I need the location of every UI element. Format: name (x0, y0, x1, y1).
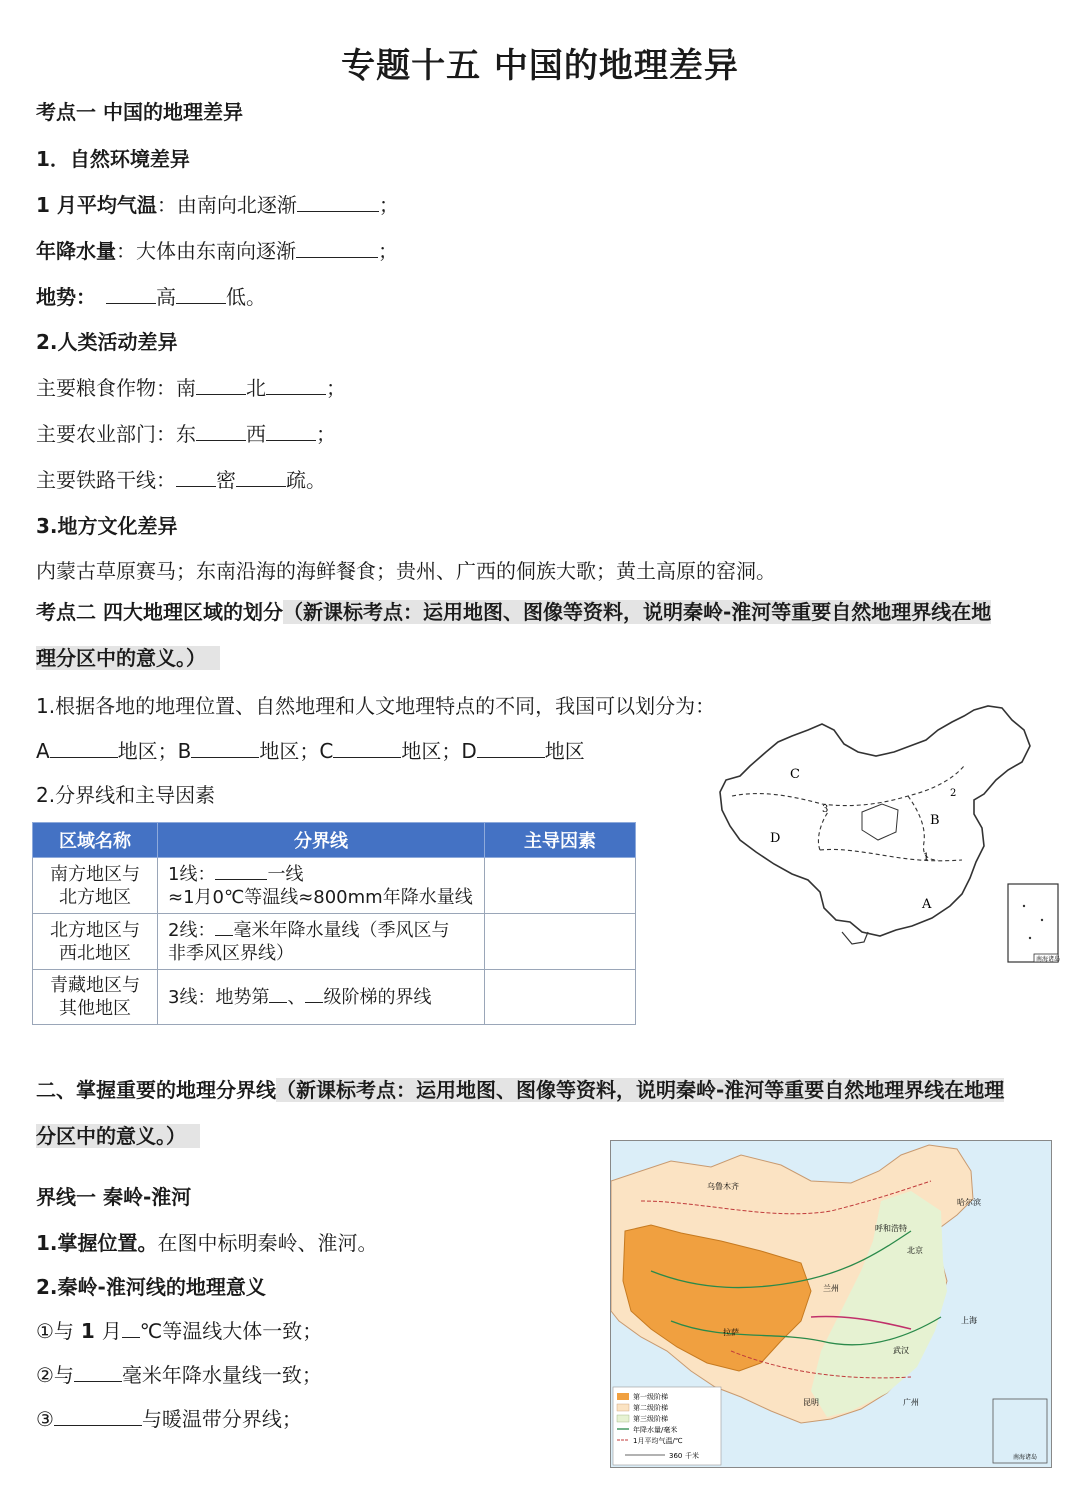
boundary-text: ≈1月0℃等温线≈800mm年降水量线 (168, 887, 473, 908)
city-guangzhou: 广州 (903, 1398, 919, 1407)
factor-cell[interactable] (485, 914, 636, 970)
blank[interactable] (297, 191, 379, 212)
terrain-line (36, 281, 266, 310)
blank[interactable] (176, 283, 226, 304)
legend-tier1: 第一级阶梯 (633, 1393, 668, 1401)
table-row (33, 914, 636, 970)
q2-text: ②与 (36, 1363, 74, 1387)
city-urumqi: 乌鲁木齐 (707, 1182, 739, 1191)
semicolon: ； (326, 376, 346, 400)
rain-line (36, 235, 398, 264)
natural-env-heading: 1．自然环境差异 (36, 147, 190, 171)
map-label-2: 2 (950, 788, 957, 799)
blank[interactable] (305, 985, 323, 1003)
region-b: 地区；B (117, 739, 192, 763)
region-name: 北方地区与 (50, 919, 140, 941)
rail-line (36, 464, 326, 493)
q3-text: ③ (36, 1407, 54, 1431)
significance-heading: 2.秦岭-淮河线的地理意义 (36, 1275, 266, 1299)
significance-3 (36, 1403, 302, 1432)
section2-heading-line (36, 596, 991, 628)
terrain-high: 高 (156, 285, 176, 309)
region-a: A (36, 739, 50, 763)
section2-heading: 考点二 四大地理区域的划分 (36, 600, 283, 624)
blank[interactable] (196, 420, 246, 441)
blank[interactable] (215, 862, 267, 880)
boundary-text: 一线 (267, 864, 304, 885)
temp-line (36, 189, 399, 218)
region-end: 地区 (544, 739, 585, 763)
table-row (33, 858, 636, 914)
island-dot (1023, 905, 1025, 907)
map-label-d: D (770, 831, 781, 846)
region-blanks (36, 735, 585, 764)
blank[interactable] (196, 374, 246, 395)
boundary-text: 级阶梯的界线 (323, 987, 432, 1008)
boundary-line-1 (820, 849, 962, 860)
city-lhasa: 拉萨 (723, 1328, 739, 1337)
blank[interactable] (122, 1317, 140, 1338)
culture-heading: 3.地方文化差异 (36, 514, 178, 538)
blank[interactable] (296, 237, 378, 258)
agri-text: 主要农业部门：东 (36, 422, 196, 446)
blank[interactable] (106, 283, 156, 304)
city-wuhan: 武汉 (893, 1346, 909, 1355)
boundary-one-heading: 界线一 秦岭-淮河 (36, 1185, 192, 1209)
region-cell (33, 970, 158, 1025)
legend-swatch-tier3 (617, 1415, 629, 1422)
table-row (33, 970, 636, 1025)
significance-2 (36, 1359, 322, 1388)
boundary-text: 3线：地势第 (168, 987, 270, 1008)
china-terrain-map (610, 1140, 1052, 1468)
boundary-line-3 (732, 766, 964, 806)
legend-swatch-tier2 (617, 1404, 629, 1411)
region-name: 其他地区 (59, 998, 131, 1019)
china-regions-map (712, 700, 1062, 968)
region-name: 南方地区与 (50, 863, 140, 885)
position-line (36, 1227, 378, 1256)
blank[interactable] (215, 918, 233, 936)
factor-cell[interactable] (485, 858, 636, 914)
significance-1 (36, 1315, 322, 1344)
region-c: 地区；C (259, 739, 334, 763)
china-outline (720, 706, 1030, 936)
crop-north: 北 (246, 376, 266, 400)
blank[interactable] (54, 1405, 142, 1426)
section1-heading: 考点一 中国的地理差异 (36, 100, 243, 124)
position-label: 1.掌握位置。 (36, 1231, 158, 1255)
crop-text: 主要粮食作物：南 (36, 376, 196, 400)
rail-text: 主要铁路干线： (36, 468, 176, 492)
legend-temp: 1月平均气温/℃ (633, 1437, 683, 1445)
regions-table (32, 822, 636, 1025)
rain-label: 年降水量 (36, 239, 116, 263)
header-factor: 主导因素 (485, 823, 636, 858)
blank[interactable] (50, 737, 118, 758)
legend-tier3: 第三级阶梯 (633, 1415, 668, 1423)
terrain-low: 低。 (226, 285, 266, 309)
region-name: 西北地区 (59, 942, 131, 964)
boundary-line-2 (908, 796, 938, 860)
temp-label: 1 月平均气温 (36, 193, 157, 217)
temp-text: ：由南向北逐渐 (156, 193, 297, 217)
section2-note-2: 理分区中的意义。） (36, 646, 220, 670)
region-cell (33, 914, 158, 970)
region-name: 北方地区 (59, 886, 131, 908)
section2-note-cont (36, 642, 220, 674)
blank[interactable] (333, 737, 401, 758)
boundary-text: 、 (287, 987, 306, 1008)
region-d: 地区；D (401, 739, 477, 763)
q1-text: ℃等温线大体一致； (139, 1319, 323, 1343)
blank[interactable] (236, 466, 286, 487)
city-beijing: 北京 (907, 1246, 923, 1255)
q1-text: 月 (101, 1319, 122, 1343)
region-cell (33, 858, 158, 914)
legend-precip: 年降水量/毫米 (633, 1426, 678, 1434)
scale-unit: 千米 (685, 1452, 699, 1460)
culture-text: 内蒙古草原赛马；东南沿海的海鲜餐食；贵州、广西的侗族大歌；黄土高原的窑洞。 (36, 559, 776, 583)
rail-sparse: 疏。 (286, 468, 326, 492)
boundary-text: 毫米年降水量线（季风区与 (233, 920, 450, 941)
blank[interactable] (74, 1361, 122, 1382)
agri-line (36, 418, 336, 447)
region-name: 青藏地区与 (50, 975, 140, 996)
map-label-b: B (930, 813, 940, 828)
division-intro: 1.根据各地的地理位置、自然地理和人文地理特点的不同，我国可以划分为： (36, 694, 716, 718)
semicolon: ； (378, 193, 399, 217)
boundary-text: 非季风区界线） (168, 943, 294, 964)
table-header-row (33, 823, 636, 858)
section3-heading: 二、掌握重要的地理分界线 (36, 1078, 276, 1102)
section3-heading-line (36, 1074, 1004, 1106)
header-boundary: 分界线 (158, 823, 485, 858)
section3-note-2: 分区中的意义。） (36, 1124, 200, 1148)
city-lanzhou: 兰州 (823, 1284, 839, 1293)
boundary-cell (158, 858, 485, 914)
q3-text: 与暖温带分界线； (141, 1407, 302, 1431)
boundary-line-plateau (818, 812, 828, 850)
legend-swatch-tier1 (617, 1393, 629, 1400)
boundary-cell (158, 970, 485, 1025)
blank[interactable] (269, 985, 287, 1003)
crop-line (36, 372, 346, 401)
section2-note: （新课标考点：运用地图、图像等资料，说明秦岭-淮河等重要自然地理界线在地 (282, 600, 992, 624)
boundary-text: 2线： (168, 920, 216, 941)
loess-plateau-outline (862, 804, 898, 840)
semicolon: ； (378, 239, 398, 263)
boundary-cell (158, 914, 485, 970)
boundary-text: 1线： (168, 864, 216, 885)
blank[interactable] (191, 737, 259, 758)
blank[interactable] (266, 420, 316, 441)
q2-text: 毫米年降水量线一致； (121, 1363, 322, 1387)
blank[interactable] (266, 374, 326, 395)
scale-value: 360 (669, 1452, 683, 1460)
city-kunming: 昆明 (803, 1398, 819, 1407)
hainan-outline (842, 932, 868, 944)
section3-note: （新课标考点：运用地图、图像等资料，说明秦岭-淮河等重要自然地理界线在地理 (276, 1078, 1005, 1102)
q1-num: 1 (73, 1319, 102, 1343)
blank[interactable] (477, 737, 545, 758)
city-harbin: 哈尔滨 (957, 1198, 981, 1207)
city-shanghai: 上海 (961, 1316, 977, 1325)
inset-label: 南海诸岛 (1013, 1454, 1038, 1461)
south-sea-inset (1008, 884, 1061, 963)
boundary-factors-heading: 2.分界线和主导因素 (36, 783, 216, 807)
section3-note-cont (36, 1120, 200, 1152)
inset-label: 南海诸岛 (1036, 956, 1061, 963)
factor-cell[interactable] (485, 970, 636, 1025)
island-dot (1029, 937, 1031, 939)
island-dot (1041, 919, 1043, 921)
human-activity-heading: 2.人类活动差异 (36, 330, 178, 354)
map-label-a: A (922, 897, 932, 912)
terrain-label: 地势 (36, 285, 76, 309)
map-label-c: C (790, 767, 800, 782)
header-region: 区域名称 (33, 823, 158, 858)
blank[interactable] (176, 466, 216, 487)
q1-text: ①与 (36, 1319, 74, 1343)
city-hohhot: 呼和浩特 (875, 1224, 907, 1233)
colon: ： (76, 285, 96, 309)
semicolon: ； (316, 422, 336, 446)
rain-text: ：大体由东南向逐渐 (116, 239, 296, 263)
rail-dense: 密 (216, 468, 236, 492)
map-label-3: 3 (822, 804, 829, 815)
position-text: 在图中标明秦岭、淮河。 (157, 1231, 378, 1255)
map-label-1: 1 (923, 852, 930, 863)
agri-west: 西 (246, 422, 266, 446)
legend-tier2: 第二级阶梯 (633, 1404, 668, 1412)
page-title: 专题十五 中国的地理差异 (341, 46, 739, 86)
